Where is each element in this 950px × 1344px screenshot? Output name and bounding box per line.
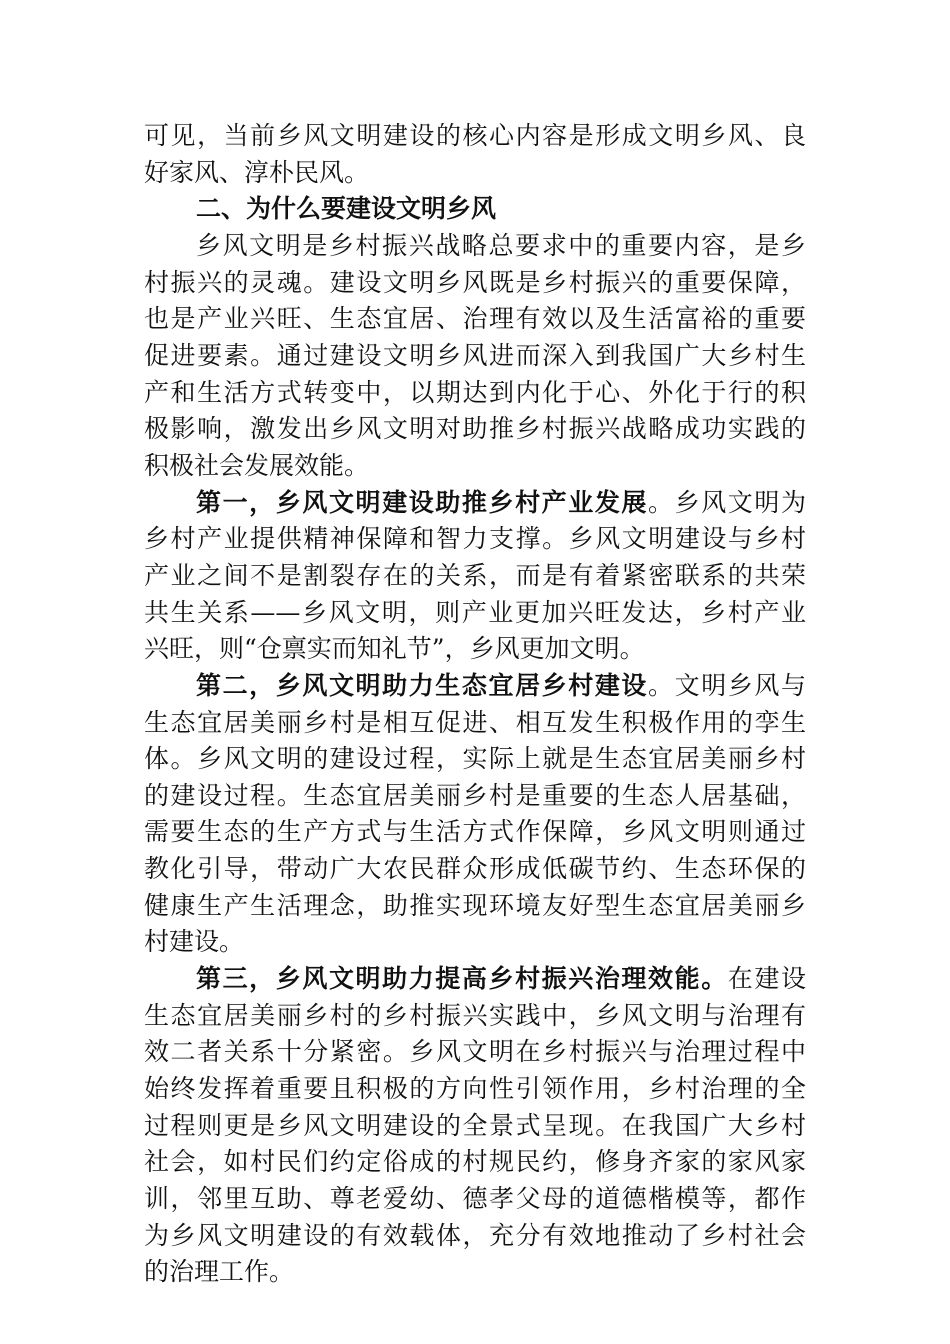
text-line: 训，邻里互助、尊老爱幼、德孝父母的道德楷模等，都作 bbox=[144, 1184, 806, 1213]
text-line: 积极社会发展效能。 bbox=[144, 451, 370, 480]
text-line: 也是产业兴旺、生态宜居、治理有效以及生活富裕的重要 bbox=[144, 304, 806, 333]
text-line: 效二者关系十分紧密。乡风文明在乡村振兴与治理过程中 bbox=[144, 1037, 806, 1066]
text-line: 村振兴的灵魂。建设文明乡风既是乡村振兴的重要保障， bbox=[144, 268, 806, 297]
text-line: 共生关系——乡风文明，则产业更加兴旺发达，乡村产业 bbox=[144, 598, 806, 627]
text-line: 好家风、淳朴民风。 bbox=[144, 158, 370, 187]
text-line: 乡风文明是乡村振兴战略总要求中的重要内容，是乡 bbox=[196, 231, 806, 260]
text-line: 教化引导，带动广大农民群众形成低碳节约、生态环保的 bbox=[144, 854, 806, 883]
text-line: 社会，如村民们约定俗成的村规民约，修身齐家的家风家 bbox=[144, 1147, 806, 1176]
text-line: 可见，当前乡风文明建设的核心内容是形成文明乡风、良 bbox=[144, 121, 806, 150]
bold-lead: 第三，乡风文明助力提高乡村振兴治理效能。 bbox=[196, 964, 728, 993]
bold-lead: 第二，乡风文明助力生态宜居乡村建设 bbox=[196, 671, 649, 700]
bold-lead: 第一，乡风文明建设助推乡村产业发展 bbox=[196, 488, 649, 517]
paragraph-first-line bbox=[196, 483, 806, 523]
text-line: 产和生活方式转变中，以期达到内化于心、外化于行的积 bbox=[144, 378, 806, 407]
text-line: 的治理工作。 bbox=[144, 1257, 295, 1286]
text-line: 生态宜居美丽乡村的乡村振兴实践中，乡风文明与治理有 bbox=[144, 1001, 806, 1030]
paragraph-first-line bbox=[196, 959, 806, 999]
text-line: 产业之间不是割裂存在的关系，而是有着紧密联系的共荣 bbox=[144, 561, 806, 590]
text-line: 极影响，激发出乡风文明对助推乡村振兴战略成功实践的 bbox=[144, 414, 806, 443]
text-line: 促进要素。通过建设文明乡风进而深入到我国广大乡村生 bbox=[144, 341, 806, 370]
text-line: 乡村产业提供精神保障和智力支撑。乡风文明建设与乡村 bbox=[144, 524, 806, 553]
text-line: 健康生产生活理念，助推实现环境友好型生态宜居美丽乡 bbox=[144, 891, 806, 920]
text-line: 为乡风文明建设的有效载体，充分有效地推动了乡村社会 bbox=[144, 1221, 806, 1250]
text-line: 体。乡风文明的建设过程，实际上就是生态宜居美丽乡村 bbox=[144, 744, 806, 773]
section-heading: 二、为什么要建设文明乡风 bbox=[196, 194, 497, 223]
text-line: 生态宜居美丽乡村是相互促进、相互发生积极作用的孪生 bbox=[144, 708, 806, 737]
text-line: 村建设。 bbox=[144, 927, 245, 956]
lead-continuation: 在建设 bbox=[727, 964, 806, 993]
paragraph-first-line bbox=[196, 666, 806, 706]
text-line: 需要生态的生产方式与生活方式作保障，乡风文明则通过 bbox=[144, 817, 806, 846]
lead-continuation: 。乡风文明为 bbox=[648, 488, 806, 517]
text-line: 过程则更是乡风文明建设的全景式呈现。在我国广大乡村 bbox=[144, 1111, 806, 1140]
text-line: 始终发挥着重要且积极的方向性引领作用，乡村治理的全 bbox=[144, 1074, 806, 1103]
text-line: 兴旺，则“仓禀实而知礼节”，乡风更加文明。 bbox=[144, 634, 645, 663]
lead-continuation: 。文明乡风与 bbox=[648, 671, 806, 700]
text-line: 的建设过程。生态宜居美丽乡村是重要的生态人居基础， bbox=[144, 781, 806, 810]
